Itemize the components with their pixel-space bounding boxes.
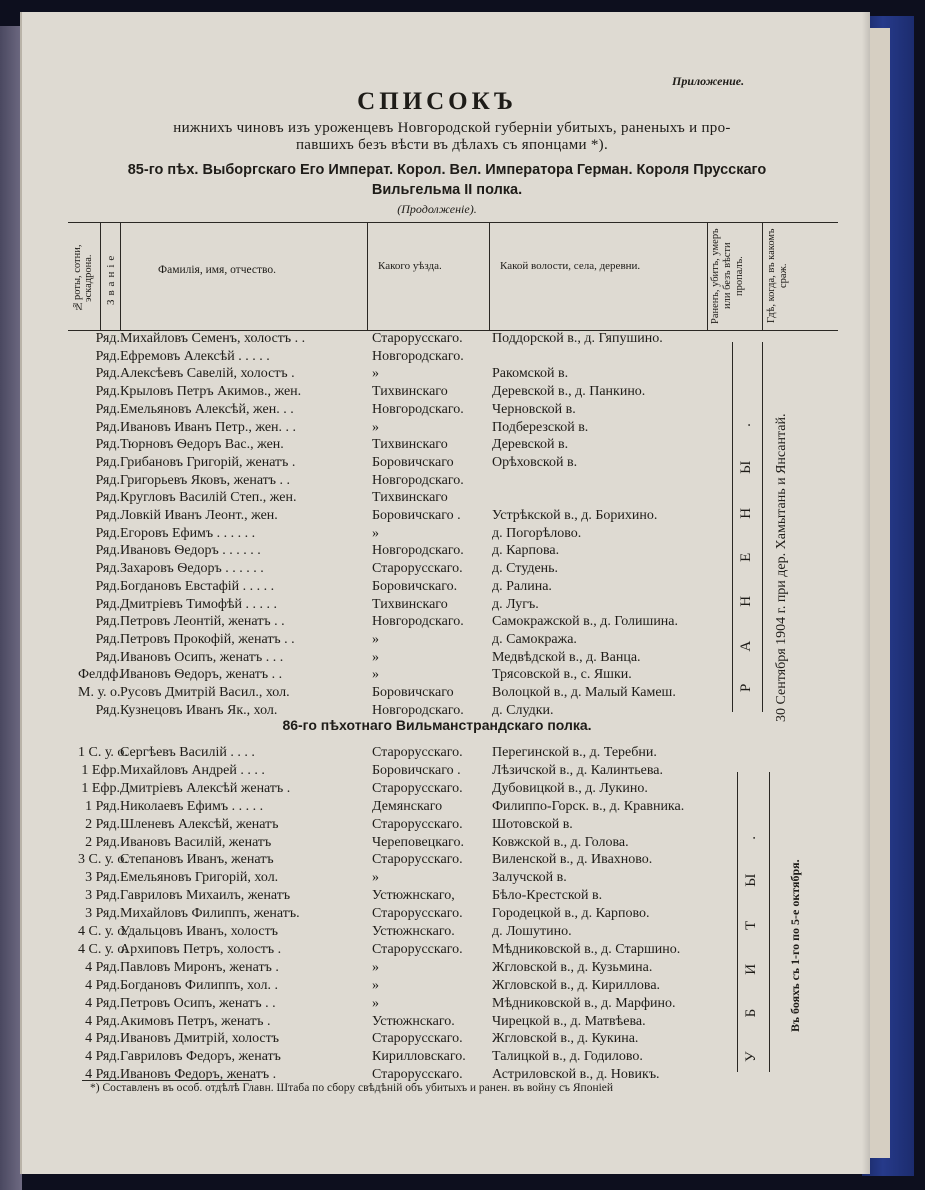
header-divider: [489, 223, 490, 330]
name-cell: Емельяновъ Алексѣй, жен. . .: [120, 401, 294, 417]
rank-cell: 3 Ряд.: [85, 870, 120, 886]
status-bracket: [737, 772, 738, 1072]
rank-cell: 4 Ряд.: [85, 995, 120, 1011]
name-cell: Степановъ Иванъ, женатъ: [120, 852, 274, 868]
status-bracket: [762, 342, 763, 712]
uezd-cell: »: [372, 419, 379, 435]
rank-cell: Ряд.: [95, 348, 120, 364]
rank-cell: 4 Ряд.: [85, 959, 120, 975]
rank-cell: 2 Ряд.: [85, 834, 120, 850]
name-cell: Михайловъ Филиппъ, женатъ.: [120, 906, 300, 922]
name-cell: Алексѣевъ Савелій, холостъ .: [120, 366, 295, 382]
rank-cell: Ряд.: [95, 614, 120, 630]
uezd-cell: Старорусскаго.: [372, 1067, 463, 1083]
uezd-cell: Тихвинскаго: [372, 596, 448, 612]
uezd-cell: Старорусскаго.: [372, 941, 463, 957]
volost-cell: Волоцкой в., д. Малый Камеш.: [492, 685, 676, 700]
volost-cell: д. Карпова.: [492, 543, 560, 559]
volost-cell: Ракомской в.: [492, 366, 569, 382]
name-cell: Сергѣевъ Василій . . . .: [120, 745, 255, 760]
header-volost: Какой волости, села, деревни.: [500, 260, 641, 272]
uezd-cell: »: [372, 649, 379, 665]
name-cell: Михайловъ Андрей . . . .: [120, 762, 265, 778]
name-cell: Захаровъ Ѳедоръ . . . . . .: [120, 561, 264, 577]
header-divider: [367, 223, 368, 330]
uezd-cell: Демянскаго: [372, 798, 443, 814]
name-cell: Гавриловъ Михаилъ, женатъ: [120, 888, 291, 904]
name-cell: Николаевъ Ефимъ . . . . .: [120, 798, 264, 814]
volost-cell: Подберезской в.: [492, 419, 589, 435]
uezd-cell: Тихвинскаго: [372, 384, 448, 400]
rank-cell: М. у. о.: [78, 685, 121, 700]
uezd-cell: Старорусскаго.: [372, 852, 463, 868]
page-title: СПИСОКЪ: [357, 88, 517, 115]
rank-cell: Ряд.: [95, 702, 120, 718]
name-cell: Петровъ Осипъ, женатъ . .: [120, 995, 276, 1011]
volost-cell: Устрѣкской в., д. Борихино.: [492, 508, 658, 523]
regiment-line-1: 85-го пѣх. Выборгскаго Его Императ. Корол. Вел. Императора Герман. Короля Прусскаго: [127, 162, 767, 178]
rank-cell: 3 Ряд.: [85, 888, 120, 904]
name-cell: Удальцовъ Иванъ, холостъ: [120, 924, 278, 939]
name-cell: Крыловъ Петръ Акимов., жен.: [120, 384, 302, 400]
volost-cell: Мѣдниковской в., д. Старшино.: [492, 941, 681, 957]
rank-cell: 4 С. у. о.: [78, 941, 128, 957]
rank-cell: 4 Ряд.: [85, 1013, 120, 1029]
header-uezd: Какого уѣзда.: [378, 260, 442, 272]
volost-cell: Мѣдниковской в., д. Марфино.: [492, 995, 676, 1011]
volost-cell: д. Погорѣлово.: [492, 525, 582, 541]
uezd-cell: Череповецкаго.: [372, 834, 464, 850]
name-cell: Ивановъ Ѳедоръ, женатъ . .: [120, 667, 283, 683]
regiment-line-2: Вильгельма II полка.: [371, 182, 523, 198]
volost-cell: д. Слудки.: [492, 702, 554, 718]
rank-cell: 3 С. у. о.: [78, 852, 128, 868]
name-cell: Архиповъ Петръ, холостъ .: [120, 941, 282, 957]
rank-cell: 1 Ефр.: [81, 780, 120, 796]
header-where: Гдѣ, когда, въ какомъ сраж.: [766, 228, 789, 324]
volost-cell: Поддорской в., д. Гяпушино.: [492, 331, 663, 346]
volost-cell: Залучской в.: [492, 870, 567, 886]
volost-cell: Лѣзичской в., д. Калинтьева.: [492, 762, 664, 778]
section1-where: 30 Сентября 1904 г. при дер. Хамытань и Янсантай.: [774, 413, 789, 722]
rank-cell: Ряд.: [95, 596, 120, 612]
name-cell: Ивановъ Федоръ, женатъ .: [120, 1067, 277, 1083]
header-name: Фамилія, имя, отчество.: [158, 264, 276, 276]
volost-cell: Жгловской в., д. Кузьмина.: [492, 959, 653, 975]
uezd-cell: »: [372, 631, 379, 647]
volost-cell: д. Ралина.: [492, 578, 552, 594]
volost-cell: Деревской в., д. Панкино.: [492, 384, 646, 400]
uezd-cell: Устюжнскаго.: [372, 1013, 455, 1029]
name-cell: Грибановъ Григорій, женатъ .: [120, 454, 296, 470]
name-cell: Егоровъ Ефимъ . . . . . .: [120, 525, 256, 541]
name-cell: Ефремовъ Алексѣй . . . . .: [120, 348, 270, 364]
uezd-cell: Боровичскаго: [372, 454, 454, 470]
header-rank: Званіе: [105, 251, 117, 305]
header-company: №роты, сотни, эскадрона.: [72, 244, 94, 312]
uezd-cell: Новгородскаго.: [372, 702, 464, 718]
table-top-rule: [68, 222, 838, 223]
name-cell: Кругловъ Василій Степ., жен.: [120, 490, 297, 506]
header-divider: [707, 223, 708, 330]
rank-cell: 3 Ряд.: [85, 906, 120, 922]
name-cell: Петровъ Леонтій, женатъ . .: [120, 614, 285, 630]
uezd-cell: Боровичскаго: [372, 685, 454, 700]
name-cell: Шленевъ Алексѣй, женатъ: [120, 816, 279, 832]
rank-cell: Ряд.: [95, 631, 120, 647]
regiment-heading: [52, 160, 842, 200]
uezd-cell: Боровичскаго .: [372, 508, 461, 523]
rank-cell: 4 С. у. о.: [78, 924, 128, 939]
volost-cell: д. Студень.: [492, 561, 559, 577]
rank-cell: 2 Ряд.: [85, 816, 120, 832]
name-cell: Богдановъ Филиппъ, хол. .: [120, 977, 278, 993]
volost-cell: Черновской в.: [492, 401, 576, 417]
uezd-cell: Новгородскаго.: [372, 348, 464, 364]
rank-cell: 4 Ряд.: [85, 1049, 120, 1065]
name-cell: Ивановъ Иванъ Петр., жен. . .: [120, 419, 297, 435]
header-divider: [100, 223, 101, 330]
footnote: *) Составленъ въ особ. отдѣлѣ Главн. Штаба по сбору свѣдѣній объ убитыхъ и ранен. въ войну съ Японіей: [90, 1082, 614, 1094]
section1-status: РАНЕНЫ.: [738, 389, 754, 692]
volost-cell: Талицкой в., д. Годилово.: [492, 1049, 643, 1065]
uezd-cell: Старорусскаго.: [372, 745, 463, 760]
name-cell: Павловъ Миронъ, женатъ .: [120, 959, 279, 975]
continued-note: (Продолженіе).: [397, 202, 477, 216]
rank-cell: Ряд.: [95, 366, 120, 382]
uezd-cell: Старорусскаго.: [372, 561, 463, 577]
header-divider: [762, 223, 763, 330]
name-cell: Дмитріевъ Алексѣй женатъ .: [120, 780, 291, 796]
volost-cell: Жгловской в., д. Кукина.: [492, 1031, 639, 1047]
rank-cell: 1 С. у. о.: [78, 745, 128, 760]
uezd-cell: Устюжнскаго.: [372, 924, 455, 939]
volost-cell: Виленской в., д. Ивахново.: [492, 852, 653, 868]
uezd-cell: Старорусскаго.: [372, 780, 463, 796]
section2-status: УБИТЫ.: [743, 801, 759, 1062]
volost-cell: Орѣховской в.: [492, 454, 578, 470]
volost-cell: Перегинской в., д. Теребни.: [492, 745, 657, 760]
section2-where: Въ бояхъ съ 1-го по 5-е октября.: [788, 859, 802, 1032]
volost-cell: Астриловской в., д. Новикъ.: [492, 1067, 660, 1083]
rank-cell: Ряд.: [95, 561, 120, 577]
volost-cell: Медвѣдской в., д. Ванца.: [492, 649, 641, 665]
uezd-cell: Старорусскаго.: [372, 331, 463, 346]
status-bracket: [732, 342, 733, 712]
volost-cell: Дубовицкой в., д. Лукино.: [492, 780, 648, 796]
name-cell: Емельяновъ Григорій, хол.: [120, 870, 279, 886]
name-cell: Григорьевъ Яковъ, женатъ . .: [120, 472, 291, 488]
uezd-cell: Новгородскаго.: [372, 401, 464, 417]
uezd-cell: »: [372, 525, 379, 541]
uezd-cell: Тихвинскаго: [372, 437, 448, 453]
volost-cell: Городецкой в., д. Карпово.: [492, 906, 650, 922]
name-cell: Петровъ Прокофій, женатъ . .: [120, 631, 295, 647]
book-cover-left: [0, 26, 22, 1190]
uezd-cell: Боровичскаго .: [372, 762, 461, 778]
uezd-cell: Новгородскаго.: [372, 543, 464, 559]
rank-cell: Ряд.: [95, 419, 120, 435]
header-status: Раненъ, убитъ, умеръ или безъ вѣсти пропалъ.: [710, 228, 745, 324]
page-subtitle: [62, 120, 842, 154]
header-divider: [120, 223, 121, 330]
rank-cell: Ряд.: [95, 543, 120, 559]
name-cell: Ивановъ Василій, женатъ: [120, 834, 272, 850]
rank-cell: 4 Ряд.: [85, 1067, 120, 1083]
uezd-cell: Кирилловскаго.: [372, 1049, 466, 1065]
name-cell: Ловкій Иванъ Леонт., жен.: [120, 508, 278, 523]
name-cell: Ивановъ Осипъ, женатъ . . .: [120, 649, 284, 665]
rank-cell: 1 Ефр.: [81, 762, 120, 778]
rank-cell: Ряд.: [95, 490, 120, 506]
rank-cell: Ряд.: [95, 384, 120, 400]
name-cell: Богдановъ Евстафій . . . . .: [120, 578, 275, 594]
name-cell: Гавриловъ Федоръ, женатъ: [120, 1049, 281, 1065]
rank-cell: Ряд.: [95, 401, 120, 417]
uezd-cell: Старорусскаго.: [372, 816, 463, 832]
uezd-cell: Старорусскаго.: [372, 1031, 463, 1047]
rank-cell: Фелдф.: [78, 667, 122, 683]
subtitle-line-2: павшихъ безъ вѣсти въ дѣлахъ съ японцами *).: [295, 137, 609, 153]
rank-cell: Ряд.: [95, 454, 120, 470]
uezd-cell: Устюжнскаго,: [372, 888, 455, 904]
volost-cell: Бѣло-Крестской в.: [492, 888, 603, 904]
rank-cell: 4 Ряд.: [85, 1031, 120, 1047]
volost-cell: Трясовской в., с. Яшки.: [492, 667, 632, 683]
name-cell: Русовъ Дмитрій Васил., хол.: [120, 685, 290, 700]
rank-cell: Ряд.: [95, 508, 120, 523]
subtitle-line-1: нижнихъ чиновъ изъ уроженцевъ Новгородской губерніи убитыхъ, раненыхъ и про-: [173, 120, 731, 136]
volost-cell: Жгловской в., д. Кириллова.: [492, 977, 661, 993]
rank-cell: Ряд.: [95, 649, 120, 665]
volost-cell: д. Лошутино.: [492, 924, 572, 939]
section2-title: 86-го пѣхотнаго Вильманстрандскаго полка.: [282, 717, 592, 733]
status-bracket: [769, 772, 770, 1072]
uezd-cell: »: [372, 366, 379, 382]
document-page: [20, 12, 870, 1174]
volost-cell: Ковжской в., д. Голова.: [492, 834, 629, 850]
rank-cell: 4 Ряд.: [85, 977, 120, 993]
rank-cell: Ряд.: [95, 472, 120, 488]
footnote-rule: [82, 1080, 252, 1081]
uezd-cell: »: [372, 959, 379, 975]
rank-cell: Ряд.: [95, 578, 120, 594]
volost-cell: Шотовской в.: [492, 816, 573, 832]
uezd-cell: Тихвинскаго: [372, 490, 448, 506]
uezd-cell: Новгородскаго.: [372, 614, 464, 630]
rank-cell: Ряд.: [95, 525, 120, 541]
rank-cell: Ряд.: [95, 437, 120, 453]
uezd-cell: Боровичскаго.: [372, 578, 458, 594]
uezd-cell: »: [372, 667, 379, 683]
uezd-cell: Старорусскаго.: [372, 906, 463, 922]
volost-cell: д. Самокража.: [492, 631, 577, 647]
name-cell: Ивановъ Ѳедоръ . . . . . .: [120, 543, 261, 559]
volost-cell: Самокражской в., д. Голишина.: [492, 614, 679, 630]
name-cell: Михайловъ Семенъ, холостъ . .: [120, 331, 306, 346]
volost-cell: д. Лугъ.: [492, 596, 539, 612]
uezd-cell: Новгородскаго.: [372, 472, 464, 488]
volost-cell: Филиппо-Горск. в., д. Кравника.: [492, 798, 685, 814]
rank-cell: Ряд.: [95, 331, 120, 346]
uezd-cell: »: [372, 995, 379, 1011]
uezd-cell: »: [372, 870, 379, 886]
uezd-cell: »: [372, 977, 379, 993]
volost-cell: Чирецкой в., д. Матвѣева.: [492, 1013, 646, 1029]
name-cell: Кузнецовъ Иванъ Як., хол.: [120, 702, 278, 718]
name-cell: Акимовъ Петръ, женатъ .: [120, 1013, 271, 1029]
appendix-label: Приложение.: [672, 74, 745, 88]
name-cell: Тюрновъ Ѳедоръ Вас., жен.: [120, 437, 284, 453]
volost-cell: Деревской в.: [492, 437, 569, 453]
name-cell: Ивановъ Дмитрій, холостъ: [120, 1031, 280, 1047]
rank-cell: 1 Ряд.: [85, 798, 120, 814]
name-cell: Дмитріевъ Тимофѣй . . . . .: [120, 596, 278, 612]
